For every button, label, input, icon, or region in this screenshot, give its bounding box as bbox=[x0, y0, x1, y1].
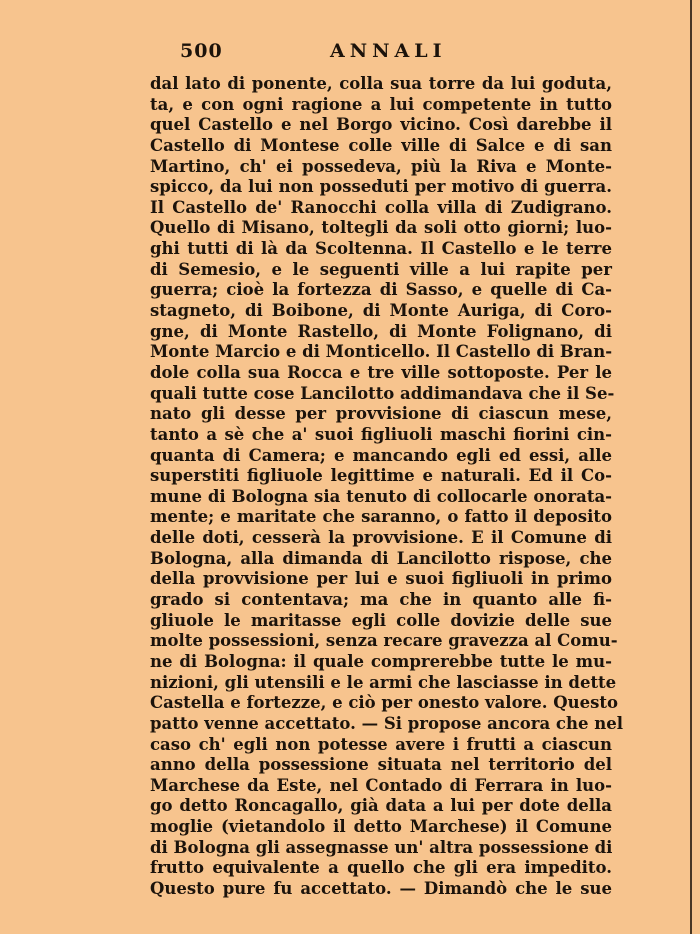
text-line: spicco, da lui non posseduti per motivo di guerra. bbox=[150, 177, 612, 197]
text-line: della provvisione per lui e suoi figliuoli in primo bbox=[150, 569, 612, 589]
text-line: ta, e con ogni ragione a lui competente in tutto bbox=[150, 94, 612, 114]
page-edge-shadow bbox=[690, 0, 692, 934]
text-line: dal lato di ponente, colla sua torre da lui goduta, bbox=[150, 74, 612, 93]
text-line: Monte Marcio e di Monticello. Il Castello di Bran- bbox=[150, 342, 613, 362]
text-line: Quello di Misano, toltegli da soli otto giorni; luo- bbox=[150, 218, 612, 238]
text-line: Castella e fortezze, e ciò per onesto valore. Questo bbox=[150, 693, 619, 713]
text-line: nato gli desse per provvisione di ciascun mese, bbox=[150, 404, 612, 424]
text-line: moglie (vietandolo il detto Marchese) il Comune bbox=[150, 817, 612, 837]
text-line: frutto equivalente a quello che gli era impedito. bbox=[150, 858, 612, 878]
text-line: mente; e maritate che saranno, o fatto il deposito bbox=[150, 507, 612, 527]
text-line: gne, di Monte Rastello, di Monte Folignano, di bbox=[150, 321, 612, 341]
text-line: mune di Bologna sia tenuto di collocarle onorata- bbox=[150, 486, 612, 506]
text-line: superstiti figliuole legittime e naturali. Ed il Co- bbox=[150, 466, 612, 486]
text-line: anno della possessione situata nel territorio del bbox=[150, 755, 612, 775]
text-line: ne di Bologna: il quale comprerebbe tutte le mu- bbox=[150, 651, 612, 671]
text-line: quel Castello e nel Borgo vicino. Così darebbe il bbox=[150, 115, 612, 135]
text-line: Marchese da Este, nel Contado di Ferrara in luo- bbox=[150, 775, 612, 795]
text-line: nizioni, gli utensili e le armi che lasciasse in dette bbox=[150, 672, 617, 692]
text-line: grado si contentava; ma che in quanto alle fi- bbox=[150, 590, 612, 610]
text-line: tanto a sè che a' suoi figliuoli maschi fiorini cin- bbox=[150, 424, 612, 444]
text-line: stagneto, di Boibone, di Monte Auriga, di Coro- bbox=[150, 301, 612, 321]
text-line: ghi tutti di là da Scoltenna. Il Castello e le terre bbox=[150, 239, 612, 259]
text-line: di Bologna gli assegnasse un' altra possessione di bbox=[150, 837, 613, 857]
page-header bbox=[180, 40, 480, 66]
page-number: 500 bbox=[180, 40, 223, 62]
text-line: gliuole le maritasse egli colle dovizie delle sue bbox=[150, 610, 612, 630]
text-line: Martino, ch' ei possedeva, più la Riva e Monte- bbox=[150, 156, 612, 176]
text-line: di Semesio, e le seguenti ville a lui rapite per bbox=[150, 259, 612, 279]
text-line: Castello di Montese colle ville di Salce e di san bbox=[150, 135, 612, 155]
text-line: guerra; cioè la fortezza di Sasso, e quelle di Ca- bbox=[150, 280, 612, 300]
text-line: go detto Roncagallo, già data a lui per dote della bbox=[150, 796, 612, 816]
text-line: Bologna, alla dimanda di Lancilotto rispose, che bbox=[150, 548, 612, 568]
text-line: molte possessioni, senza recare gravezza al Comu- bbox=[150, 631, 618, 651]
text-line: quanta di Camera; e mancando egli ed essi, alle bbox=[150, 445, 612, 465]
body-text bbox=[150, 74, 623, 900]
text-line: patto venne accettato. — Si propose ancora che nel bbox=[150, 713, 623, 733]
text-line: delle doti, cesserà la provvisione. E il Comune di bbox=[150, 528, 612, 548]
running-head: ANNALI bbox=[330, 40, 447, 62]
text-line: Questo pure fu accettato. — Dimandò che le sue bbox=[150, 878, 612, 898]
text-line: dole colla sua Rocca e tre ville sottoposte. Per le bbox=[150, 362, 612, 382]
text-line: caso ch' egli non potesse avere i frutti a ciascun bbox=[150, 734, 612, 754]
text-line: quali tutte cose Lancilotto addimandava che il Se- bbox=[150, 383, 615, 403]
text-line: Il Castello de' Ranocchi colla villa di Zudigrano. bbox=[150, 197, 612, 217]
